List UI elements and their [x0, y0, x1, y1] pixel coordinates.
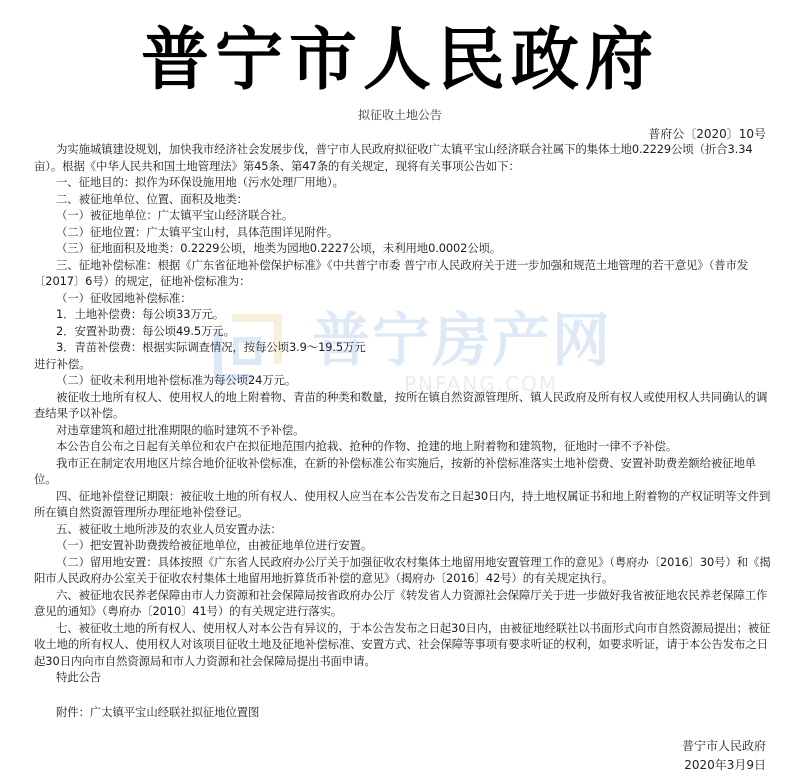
intro-paragraph: 为实施城镇建设规划，加快我市经济社会发展步伐，普宁市人民政府拟征收广太镇平宝山经济联合社属下的集体土地0.2229公顷（折合3.34亩）。根据《中华人民共和国土地管理法》第45条、第47条的有关规定，现将有关事项公告如下：: [34, 142, 753, 173]
signature-date: 2020年3月9日: [684, 758, 766, 772]
section-5-item-1: （一）把安置补助费拨给被征地单位，由被征地单位进行安置。: [56, 538, 373, 552]
watermark-text: 普宁房产网: [312, 306, 613, 374]
document-number: 普府公〔2020〕10号: [648, 127, 766, 141]
section-3-item-1: （一）征收园地补偿标准：: [56, 290, 192, 305]
section-2-item-3: （三）征地面积及地类：0.2229公顷，地类为园地0.2227公顷，未利用地0.0002公顷。: [56, 241, 502, 255]
masthead-title: 普宁市人民政府: [140, 20, 659, 100]
section-7-objection: 七、被征收土地的所有权人、使用权人对本公告有异议的，于本公告发布之日起30日内，由被征地经联社以书面形式向市自然资源局提出；被征收土地的所有权人、使用权人对该项目征收土地及征地补偿标准、安置方式、社会保障等事项有要求听证的权利，如要求听证，请于本公告发布之日起30日内向市自然资源局和市人力资源和社会保障局提出书面申请。: [34, 620, 771, 668]
section-3-sub-2: 2．安置补助费：每公顷49.5万元。: [56, 323, 235, 338]
section-1-purpose: 一、征地目的：拟作为环保设施用地（污水处理厂用地）。: [56, 175, 344, 189]
section-2-heading: 二、被征地单位、位置、面积及地类：: [56, 191, 248, 206]
section-3-sub-3: 3．青苗补偿费：根据实际调查情况，按每公顷3.9～19.5万元进行补偿。: [34, 340, 366, 371]
rush-planting-paragraph: 本公告自公布之日起有关单位和农户在拟征地范围内抢栽、抢种的作物、抢建的地上附着物和建筑物，征地时一律不予补偿。: [56, 439, 677, 453]
announcement-body: [34, 141, 774, 720]
signature-org: 普宁市人民政府: [681, 739, 766, 753]
section-2-item-1: （一）被征地单位：广太镇平宝山经济联合社。: [56, 208, 294, 222]
attachments-compensation-paragraph: 被征收土地所有权人、使用权人的地上附着物、青苗的种类和数量，按所在镇自然资源管理所、镇人民政府及所有权人或使用权人共同确认的调查结果予以补偿。: [34, 389, 768, 420]
document-subtitle: 拟征收土地公告: [357, 108, 442, 122]
section-3-item-2: （二）征收未利用地补偿标准为每公顷24万元。: [56, 373, 297, 387]
section-5-heading: 五、被征收土地所涉及的农业人员安置办法：: [56, 521, 282, 536]
attachment-line: 附件：广太镇平宝山经联社拟征地位置图: [56, 704, 260, 719]
new-standard-paragraph: 我市正在制定农用地区片综合地价征收补偿标准，在新的补偿标准公布实施后，按新的补偿标准落实土地补偿费、安置补助费差额给被征地单位。: [34, 455, 757, 486]
watermark-url: PNFANG.COM: [404, 372, 559, 396]
section-3-heading: 三、征地补偿标准：根据《广东省征地补偿保护标准》《中共普宁市委 普宁市人民政府关于进一步加强和规范土地管理的若干意见》（普市发〔2017〕6号）的规定，征地补偿标准为：: [34, 257, 749, 288]
section-6-pension: 六、被征地农民养老保障由市人力资源和社会保障局按省政府办公厅《转发省人力资源社会保障厅关于进一步做好我省被征地农民养老保障工作意见的通知》（粤府办〔2010〕41号）的有关规定进行落实。: [34, 587, 768, 618]
section-5-item-2: （二）留用地安置：具体按照《广东省人民政府办公厅关于加强征收农村集体土地留用地安置管理工作的意见》（粤府办〔2016〕30号）和《揭阳市人民政府办公室关于征收农村集体土地留用地折算货币补偿的意见》（揭府办〔2016〕42号）的有关规定执行。: [34, 554, 771, 585]
illegal-buildings-paragraph: 对违章建筑和超过批准期限的临时建筑不予补偿。: [56, 422, 305, 437]
closing-phrase: 特此公告: [56, 670, 102, 684]
section-4-registration: 四、征地补偿登记期限：被征收土地的所有权人、使用权人应当在本公告发布之日起30日内，持土地权属证书和地上附着物的产权证明等文件到所在镇自然资源管理所办理征地补偿登记。: [34, 488, 771, 519]
section-2-item-2: （二）征地位置：广太镇平宝山村，具体范围详见附件。: [56, 224, 339, 239]
section-3-sub-1: 1．土地补偿费：每公顷33万元。: [56, 307, 225, 321]
